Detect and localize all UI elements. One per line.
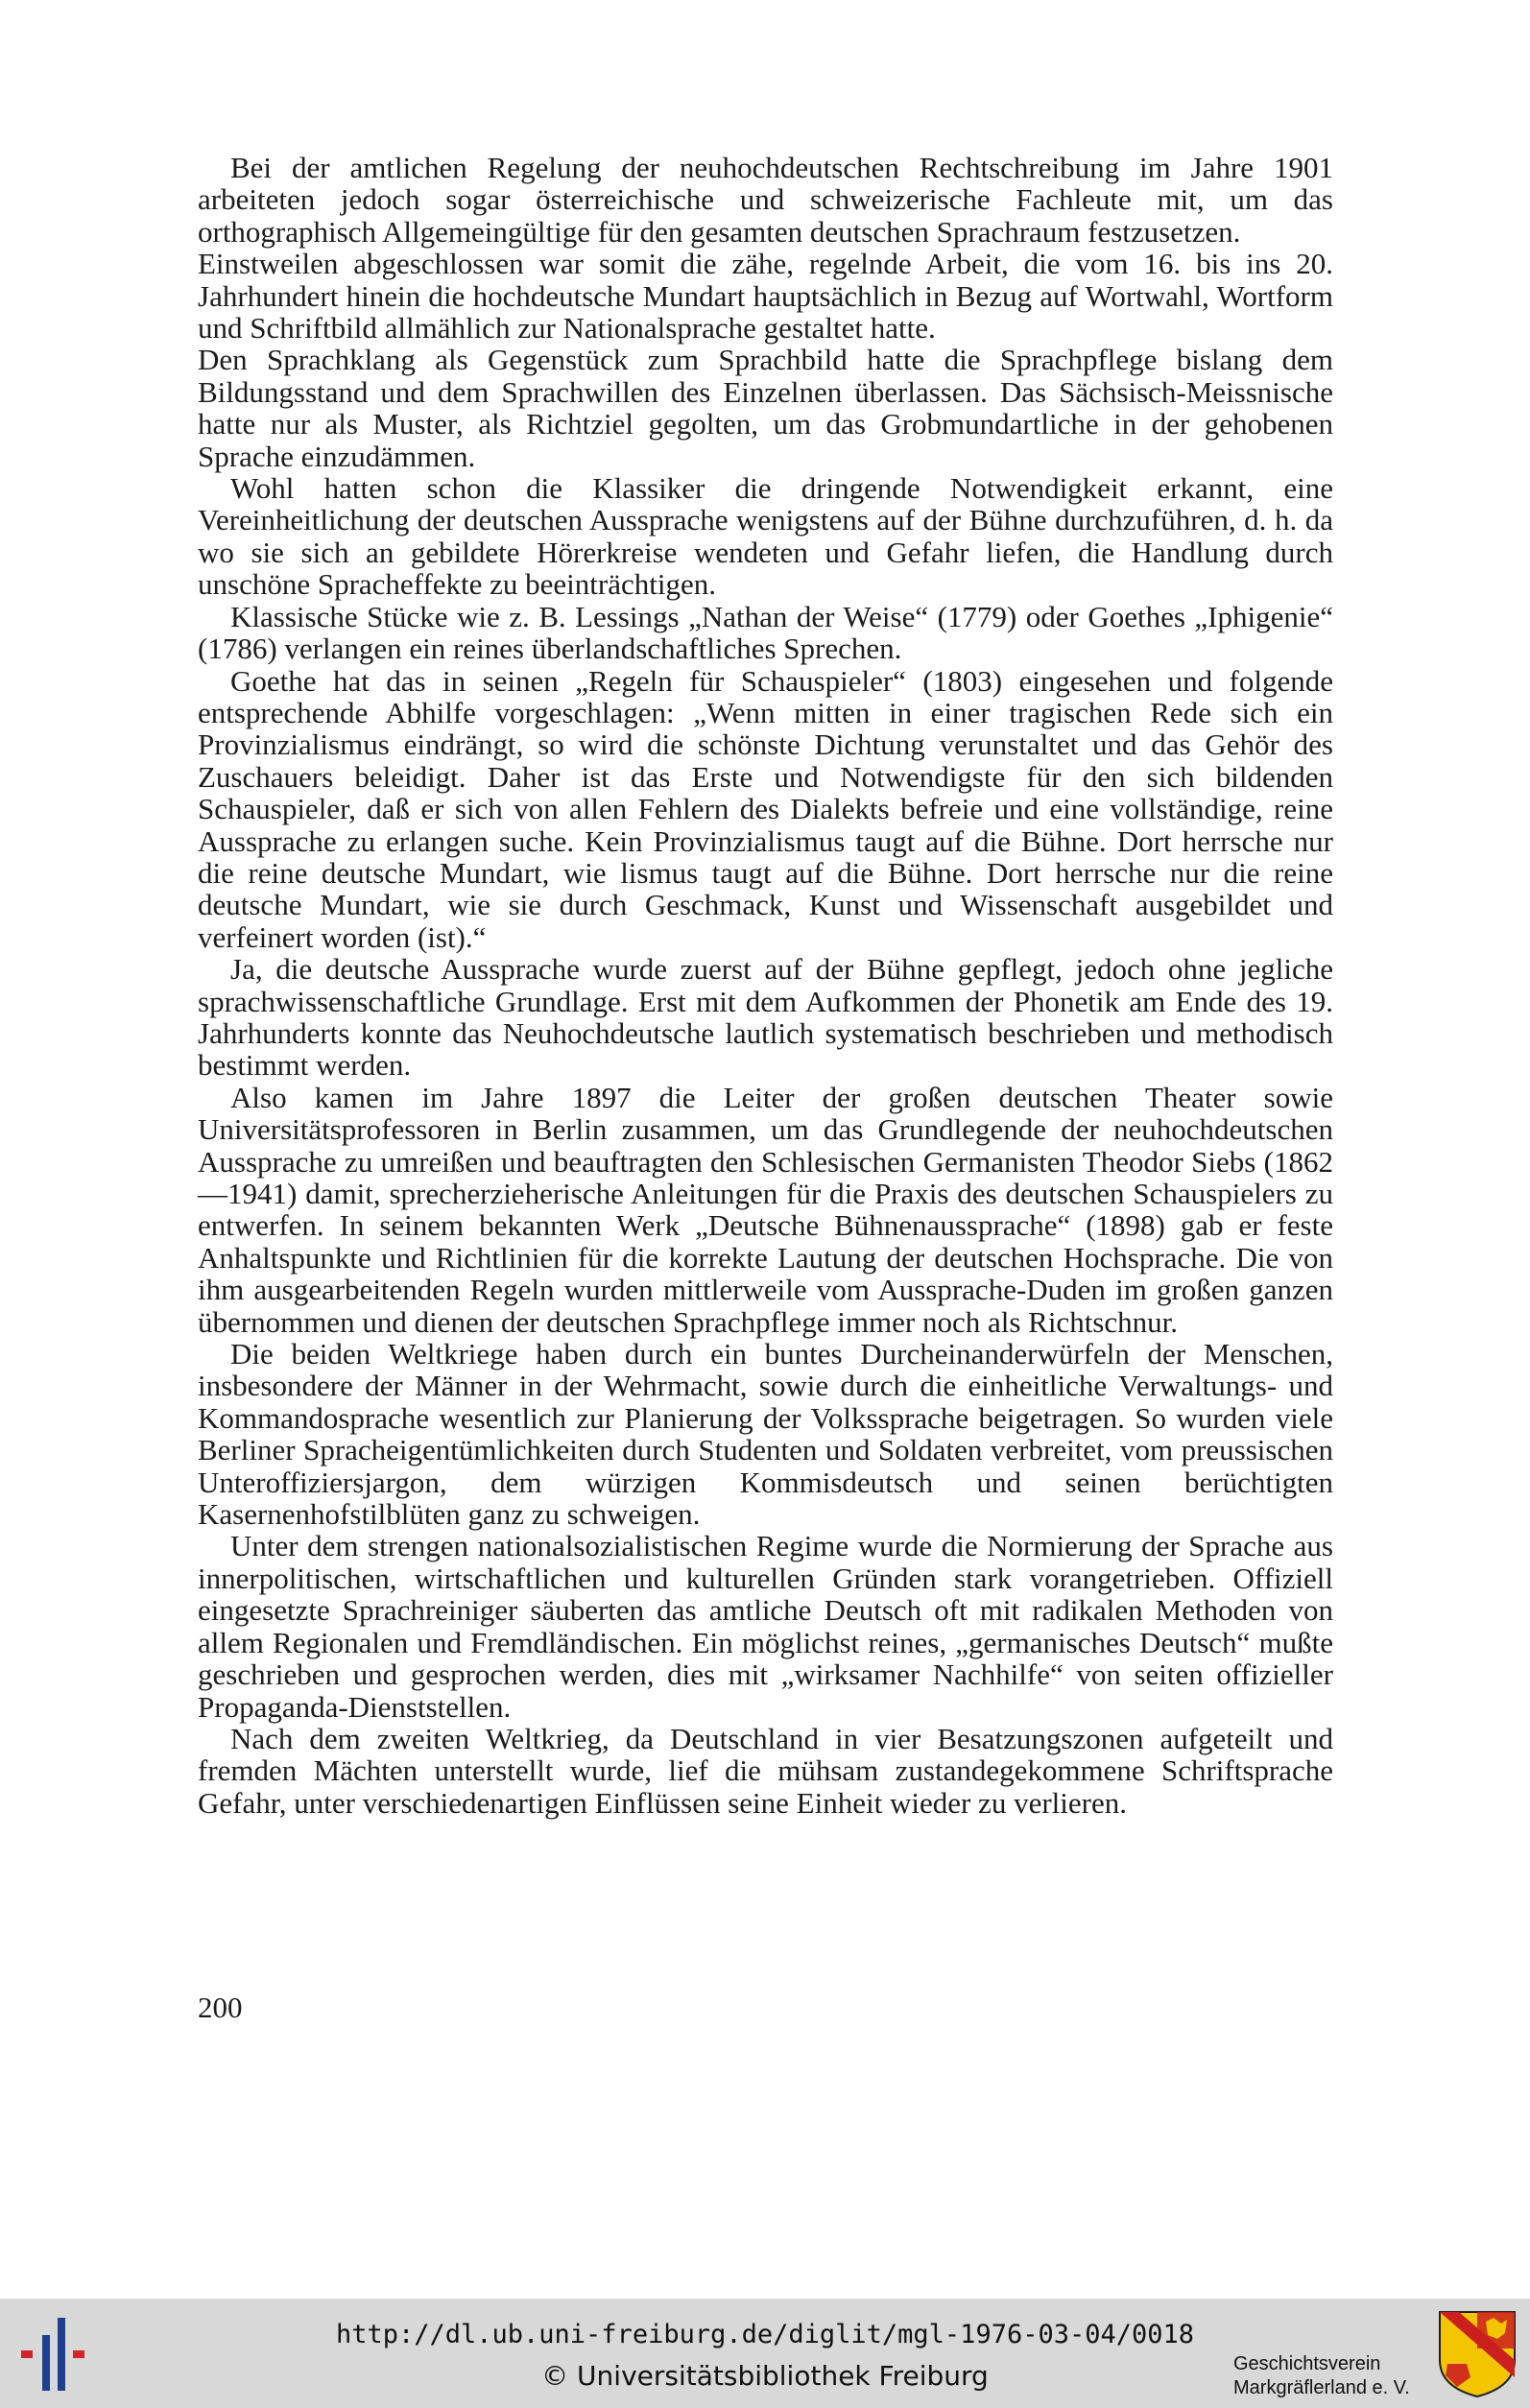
footer-bar xyxy=(0,2299,1530,2408)
paragraph: Ja, die deutsche Aussprache wurde zuerst auf der Bühne gepflegt, jedoch ohne jegliche sprachwissenschaftliche Grundlage. Erst mit dem Aufkommen der Phonetik am Ende des 19. Jahrhunderts konnte das Neuhochdeutsche lautlich systematisch beschrieben und methodisch bestimmt werden. xyxy=(198,952,1333,1083)
paragraph: Wohl hatten schon die Klassiker die dringende Notwendigkeit erkannt, eine Vereinheitlichung der deutschen Aussprache wenigstens auf der Bühne durchzuführen, d. h. da wo sie sich an gebildete Hörerkreise wendeten und Gefahr liefen, die Handlung durch unschöne Spracheffekte zu beeinträchtigen. xyxy=(198,471,1333,602)
paragraph: Klassische Stücke wie z. B. Lessings „Nathan der Weise“ (1779) oder Goethes „Iphigenie“ (1786) verlangen ein reines überlandschaftliches Sprechen. xyxy=(198,599,1333,666)
society-name xyxy=(1233,2352,1445,2400)
paragraph: Einstweilen abgeschlossen war somit die zähe, regelnde Arbeit, die vom 16. bis ins 20. Jahrhundert hinein die hochdeutsche Mundart hauptsächlich in Bezug auf Wortwahl, Wortform und Schriftbild allmählich zur Nationalsprache gestaltet hatte. xyxy=(198,247,1333,346)
page-body xyxy=(198,152,1333,1819)
paragraph: Goethe hat das in seinen „Regeln für Schauspieler“ (1803) eingesehen und folgende entsprechende Abhilfe vorgeschlagen: „Wenn mitten in einer tragischen Rede sich ein Provinzialismus eindrängt, so wird die schönste Dichtung verunstaltet und das Gehör des Zuschauers beleidigt. Daher ist das Erste und Notwendigste für den sich bildenden Schauspieler, daß er sich von allen Fehlern des Dialekts befreie und eine vollständige, reine Aussprache zu erlangen suche. Kein Provinzialismus taugt auf die Bühne. Dort herrsche nur die reine deutsche Mundart, wie lismus taugt auf die Bühne. Dort herrsche nur die reine deutsche Mundart, wie sie durch Geschmack, Kunst und Wissenschaft ausgebildet und verfeinert worden (ist).“ xyxy=(198,663,1333,954)
paragraph: Unter dem strengen nationalsozialistischen Regime wurde die Normierung der Sprache aus innerpolitischen, wirtschaftlichen und kulturellen Gründen stark vorangetrieben. Offiziell eingesetzte Sprachreiniger säuberten das amtliche Deutsch oft mit radikalen Methoden von allem Regionalen und Fremdländischen. Ein möglichst reines, „germanisches Deutsch“ mußte geschrieben und gesprochen werden, dies mit „wirksamer Nachhilfe“ von seiten offizieller Propaganda-Dienststellen. xyxy=(198,1529,1333,1724)
paragraph: Nach dem zweiten Weltkrieg, da Deutschland in vier Besatzungszonen aufgeteilt und fremden Mächten unterstellt wurde, lief die mühsam zustandegekommene Schriftsprache Gefahr, unter verschiedenartigen Einflüssen seine Einheit wieder zu verlieren. xyxy=(198,1721,1333,1820)
society-name-line2: Markgräflerland e. V. xyxy=(1233,2377,1410,2398)
paragraph: Also kamen im Jahre 1897 die Leiter der großen deutschen Theater sowie Universitätsprofessoren in Berlin zusammen, um das Grundlegende der neuhochdeutschen Aussprache zu umreißen und beauftragten den Schlesischen Germanisten Theodor Siebs (1862—1941) damit, sprecherzieherische Anleitungen für die Praxis des deutschen Schauspielers zu entwerfen. In seinem bekannten Werk „Deutsche Bühnenaussprache“ (1898) gab er feste Anhaltspunkte und Richtlinien für die korrekte Lautung der deutschen Hochsprache. Die von ihm ausgearbeitenden Regeln wurden mittlerweile vom Aussprache-Duden im großen ganzen übernommen und dienen der deutschen Sprachpflege immer noch als Richtschnur. xyxy=(198,1080,1333,1339)
footer-url-link[interactable]: http://dl.ub.uni-freiburg.de/diglit/mgl-1976-03-04/0018 xyxy=(335,2320,1195,2349)
paragraph: Bei der amtlichen Regelung der neuhochdeutschen Rechtschreibung im Jahre 1901 arbeiteten jedoch sogar österreichische und schweizerische Fachleute mit, um das orthographisch Allgemeingültige für den gesamten deutschen Sprachraum festzusetzen. xyxy=(198,151,1333,249)
society-name-line1: Geschichtsverein xyxy=(1233,2353,1381,2374)
coat-of-arms-icon xyxy=(1438,2310,1517,2398)
paragraph: Den Sprachklang als Gegenstück zum Sprachbild hatte die Sprachpflege bislang dem Bildungsstand und dem Sprachwillen des Einzelnen überlassen. Das Sächsisch-Meissnische hatte nur als Muster, als Richtziel gegolten, um das Grobmundartliche in der gehobenen Sprache einzudämmen. xyxy=(198,343,1333,473)
page-number: 200 xyxy=(198,1991,243,2024)
footer-copyright: © Universitätsbibliothek Freiburg xyxy=(541,2360,989,2392)
paragraph: Die beiden Weltkriege haben durch ein buntes Durcheinanderwürfeln der Menschen, insbesondere der Männer in der Wehrmacht, sowie durch die einheitliche Verwaltungs- und Kommandosprache wesentlich zur Planierung der Volkssprache beigetragen. So wurden viele Berliner Spracheigentümlichkeiten durch Studenten und Soldaten verbreitet, vom preussischen Unteroffiziersjargon, dem würzigen Kommisdeutsch und seinen berüchtigten Kasernenhofstilblüten ganz zu schweigen. xyxy=(198,1337,1333,1532)
